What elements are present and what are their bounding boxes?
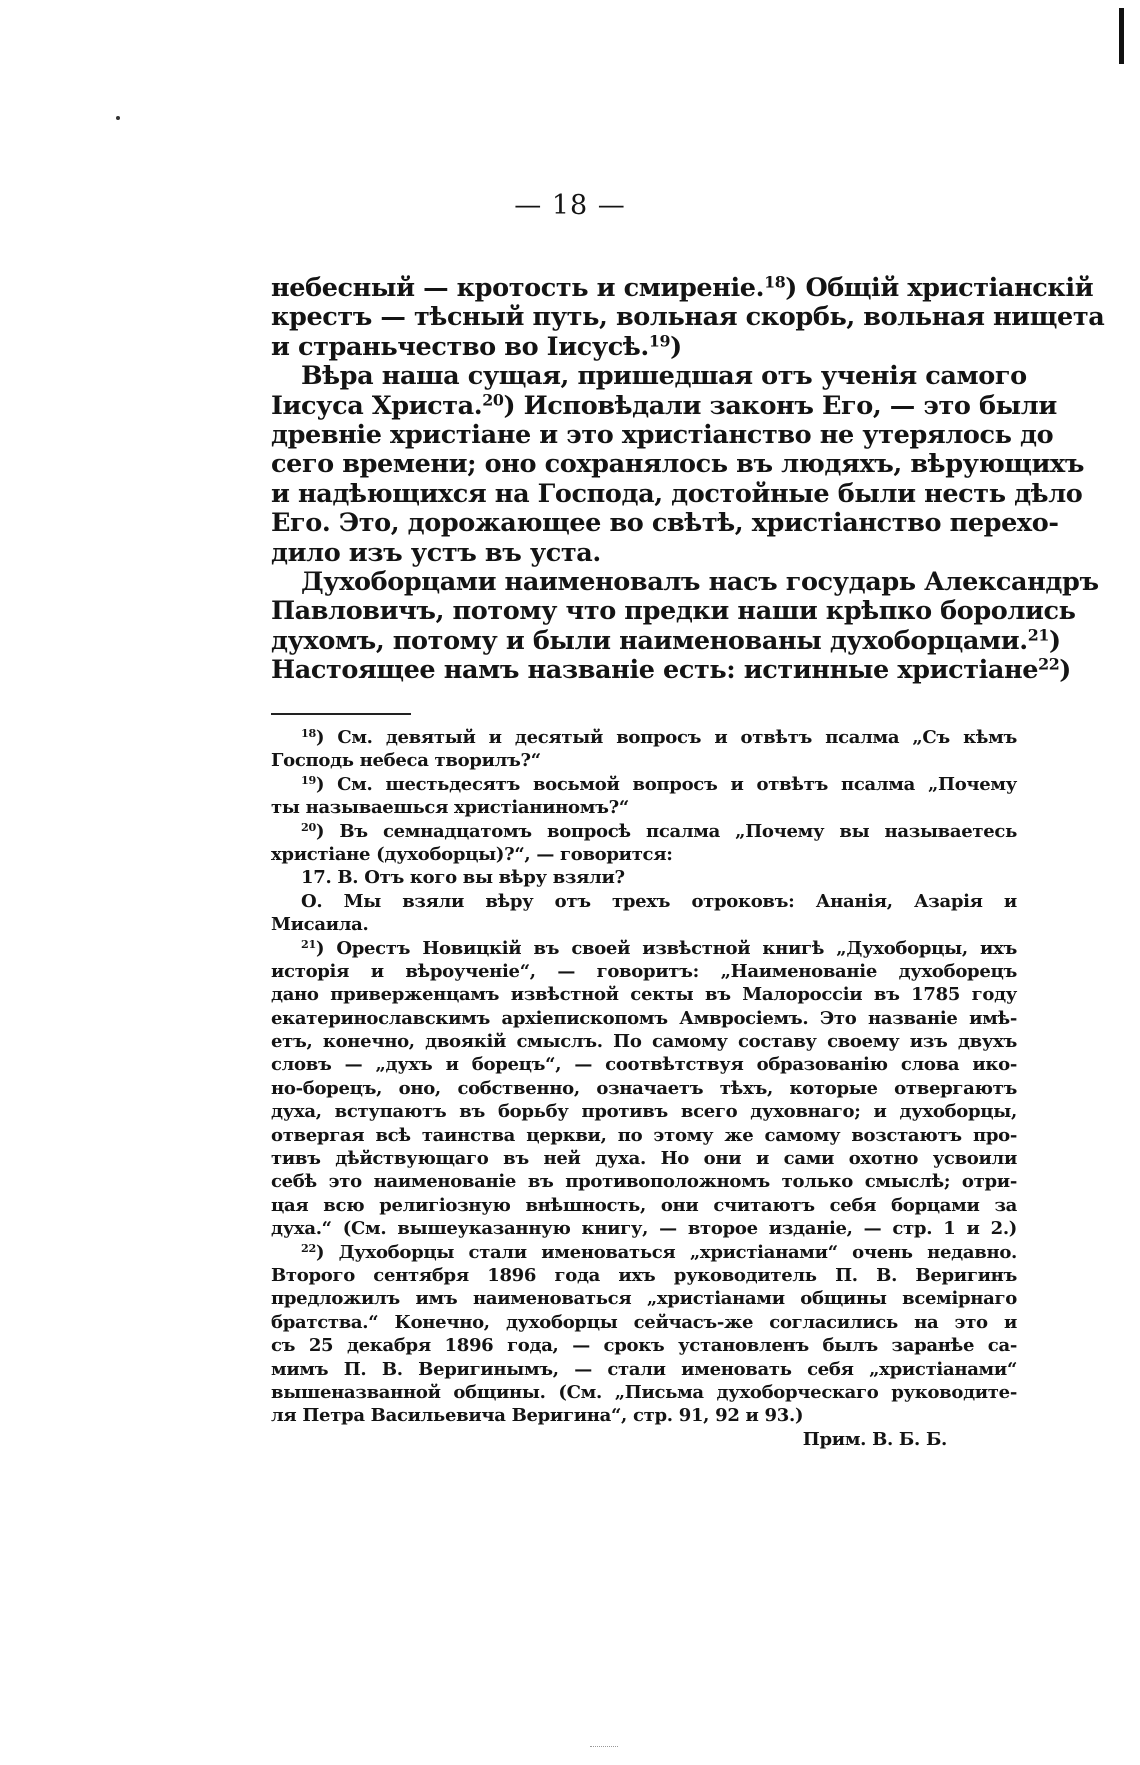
text-line xyxy=(271,654,1071,686)
footnote-line xyxy=(271,1124,1017,1147)
footnote-line xyxy=(271,1077,1017,1100)
footnote-line xyxy=(271,960,1017,983)
footnote-line-text: етъ, конечно, двоякій смыслъ. По самому составу своему изъ двухъ xyxy=(271,1031,1017,1053)
text-line-text: древніе христіане и это христіанство не утерялось до xyxy=(271,419,1054,450)
footnote-line xyxy=(271,1334,1017,1357)
footnote-reference: 20 xyxy=(482,389,504,409)
footnote-reference: 22 xyxy=(1038,654,1060,674)
footnote-line-text: 17. В. Отъ кого вы вѣру взяли? xyxy=(301,867,625,889)
text-line xyxy=(271,302,1105,333)
text-line xyxy=(271,508,1059,539)
footnote-line xyxy=(271,749,1017,772)
footnote-line-text: Господь небеса творилъ?“ xyxy=(271,750,541,772)
footnote-line xyxy=(271,796,1017,819)
text-line xyxy=(271,333,1017,362)
footnote-line xyxy=(271,1217,1017,1240)
text-line xyxy=(271,539,1017,568)
footnote-line-text-continued: ) См. шестьдесятъ восьмой вопросъ и отвѣтъ псалма „Почему xyxy=(315,773,1017,795)
footnote-line xyxy=(271,1147,1017,1170)
text-line-text: Духоборцами наименовалъ насъ государь Александръ xyxy=(301,566,1099,597)
text-line-text: сего времени; оно сохранялось въ людяхъ, вѣрующихъ xyxy=(271,449,1084,480)
footnote-line-text: дано приверженцамъ извѣстной секты въ Малороссіи въ 1785 году xyxy=(271,984,1017,1006)
footnote-reference: 21 xyxy=(301,937,316,951)
footnote-line-text: но-борецъ, оно, собственно, означаетъ тѣхъ, которые отвергаютъ xyxy=(271,1077,1017,1099)
text-line-text: крестъ — тѣсный путь, вольная скорбь, вольная нищета xyxy=(271,302,1105,333)
footnote-line xyxy=(271,1053,1017,1076)
footnote-line-text: тивъ дѣйствующаго въ ней духа. Но они и сами охотно усвоили xyxy=(271,1148,1017,1170)
footnote-line xyxy=(271,913,1017,936)
footnote-line-text-continued: ) Орестъ Новицкій въ своей извѣстной книгѣ „Духоборцы, ихъ xyxy=(315,937,1017,959)
footnote-line-text: предложилъ имъ наименоваться „христіанами общины всемірнаго xyxy=(271,1288,1017,1310)
footnote-line xyxy=(271,1311,1017,1334)
footnote-line-text-continued: ) Духоборцы стали именоваться „христіанами“ очень недавно. xyxy=(315,1241,1017,1263)
footnote-line-text-continued: ) См. девятый и десятый вопросъ и отвѣтъ псалма „Съ кѣмъ xyxy=(315,727,1017,748)
text-line xyxy=(271,449,1084,480)
footnote-line xyxy=(271,1241,1017,1264)
footnote-line xyxy=(271,890,1017,913)
text-line-text: Его. Это, дорожающее во свѣтѣ, христіанство перехо- xyxy=(271,508,1059,539)
footnote-line xyxy=(271,866,1017,889)
footnote-line-text: Прим. В. Б. Б. xyxy=(802,1428,947,1450)
footnote-line xyxy=(271,820,1017,843)
text-line xyxy=(271,625,1061,656)
footnote-line-text: духа, вступаютъ въ борьбу противъ всего духовнаго; и духоборцы, xyxy=(271,1101,1017,1123)
text-line-text-continued: ) Исповѣдали законъ Его, — это были xyxy=(503,390,1057,421)
footnote-line-text: духа.“ (См. вышеуказанную книгу, — второе изданіе, — стр. 1 и 2.) xyxy=(271,1218,1017,1240)
footnote-line xyxy=(271,1358,1017,1381)
text-line-text: дило изъ устъ въ уста. xyxy=(271,537,601,568)
footnote-reference: 18 xyxy=(764,272,786,292)
footnote-line-text: Мисаила. xyxy=(271,914,369,936)
text-line-text-continued: ) xyxy=(1059,655,1071,686)
text-line-text: Вѣра наша сущая, пришедшая отъ ученія самого xyxy=(301,361,1027,392)
text-line xyxy=(271,478,1083,509)
footnote-line-text: съ 25 декабря 1896 года, — срокъ установленъ былъ заранѣе са- xyxy=(271,1335,1017,1357)
text-line-text: небесный — кротость и смиреніе. xyxy=(271,273,765,303)
footnote-line xyxy=(271,773,1017,796)
footnote-reference: 19 xyxy=(301,773,316,787)
text-line-text-continued: ) xyxy=(1048,625,1061,656)
footnote-reference: 22 xyxy=(301,1241,316,1255)
text-line-text: и надѣющихся на Господа, достойные были несть дѣло xyxy=(271,478,1083,509)
footnote-line xyxy=(271,1428,1017,1451)
footnote-line xyxy=(271,1404,1017,1427)
footnote-reference: 19 xyxy=(648,331,671,351)
footnote-line-text: отвергая всѣ таинства церкви, по этому же самому возстаютъ про- xyxy=(271,1124,1017,1146)
footnote-line xyxy=(271,1287,1017,1310)
footnote-line-text: ты называешься христіаниномъ?“ xyxy=(271,797,629,819)
footnote-line-text: братства.“ Конечно, духоборцы сейчасъ-же согласились на это и xyxy=(271,1311,1017,1333)
text-line-text-continued: ) Общій христіанскій xyxy=(785,273,1094,303)
footnote-line xyxy=(271,983,1017,1006)
footnote-line-text-continued: ) Въ семнадцатомъ вопросѣ псалма „Почему вы называетесь xyxy=(315,820,1017,842)
footnotes xyxy=(271,726,1017,1451)
footnote-separator xyxy=(271,713,411,715)
footnote-line xyxy=(271,726,1017,749)
footnote-line xyxy=(271,1007,1017,1030)
text-line-text: Павловичъ, потому что предки наши крѣпко боролись xyxy=(271,596,1076,627)
text-line-text: Іисуса Христа. xyxy=(271,390,483,421)
footnote-line xyxy=(271,1381,1017,1404)
footnote-line xyxy=(271,1100,1017,1123)
footnote-line-text: мимъ П. В. Веригинымъ, — стали именовать себя „христіанами“ xyxy=(271,1358,1017,1380)
scan-edge-mark xyxy=(1119,8,1124,64)
footnote-line xyxy=(271,937,1017,960)
footnote-line xyxy=(271,843,1017,866)
text-line-text: духомъ, потому и были наименованы духоборцами. xyxy=(271,625,1028,656)
text-line xyxy=(271,361,1027,392)
footnote-line-text: Второго сентября 1896 года ихъ руководитель П. В. Веригинъ xyxy=(271,1264,1017,1286)
footnote-line-text: екатеринославскимъ архіепископомъ Амвросіемъ. Это названіе имѣ- xyxy=(271,1007,1017,1029)
footnote-reference: 21 xyxy=(1027,625,1049,644)
footnote-line xyxy=(271,1170,1017,1193)
footnote-line-text: исторія и вѣроученіе“, — говоритъ: „Наименованіе духоборецъ xyxy=(271,960,1017,982)
footnote-line-text: вышеназванной общины. (См. „Письма духоборческаго руководите- xyxy=(271,1381,1017,1403)
footnote-line-text: христіане (духоборцы)?“, — говорится: xyxy=(271,843,673,865)
footnote-line-text: О. Мы взяли вѣру отъ трехъ отроковъ: Ананія, Азарія и xyxy=(301,890,1017,912)
footnote-line-text: словъ — „духъ и борецъ“, — соотвѣтствуя образованію слова ико- xyxy=(271,1054,1017,1076)
scan-bottom-mark xyxy=(590,1746,618,1748)
text-line-text: и страньчество во Іисусѣ. xyxy=(271,331,649,362)
text-line xyxy=(271,596,1076,627)
footnote-line-text: цая всю религіозную внѣшность, они считаютъ себя борцами за xyxy=(271,1194,1017,1216)
footnote-line-text: себѣ это наименованіе въ противоположномъ только смыслѣ; отри- xyxy=(271,1171,1017,1193)
text-line xyxy=(271,272,1094,303)
scan-speck xyxy=(116,116,120,120)
text-line-text: Настоящее намъ названіе есть: истинные христіане xyxy=(271,655,1039,686)
footnote-line xyxy=(271,1194,1017,1217)
footnote-reference: 18 xyxy=(301,726,316,740)
main-text xyxy=(271,272,1105,686)
footnote-reference: 20 xyxy=(301,820,316,834)
footnote-line xyxy=(271,1264,1017,1287)
footnote-line xyxy=(271,1030,1017,1053)
text-line xyxy=(271,389,1057,421)
text-line xyxy=(271,419,1054,450)
text-line-text-continued: ) xyxy=(670,331,682,362)
page-number: — 18 — xyxy=(514,190,626,221)
text-line xyxy=(271,566,1099,597)
footnote-line-text: ля Петра Васильевича Веригина“, стр. 91, 92 и 93.) xyxy=(271,1405,804,1427)
